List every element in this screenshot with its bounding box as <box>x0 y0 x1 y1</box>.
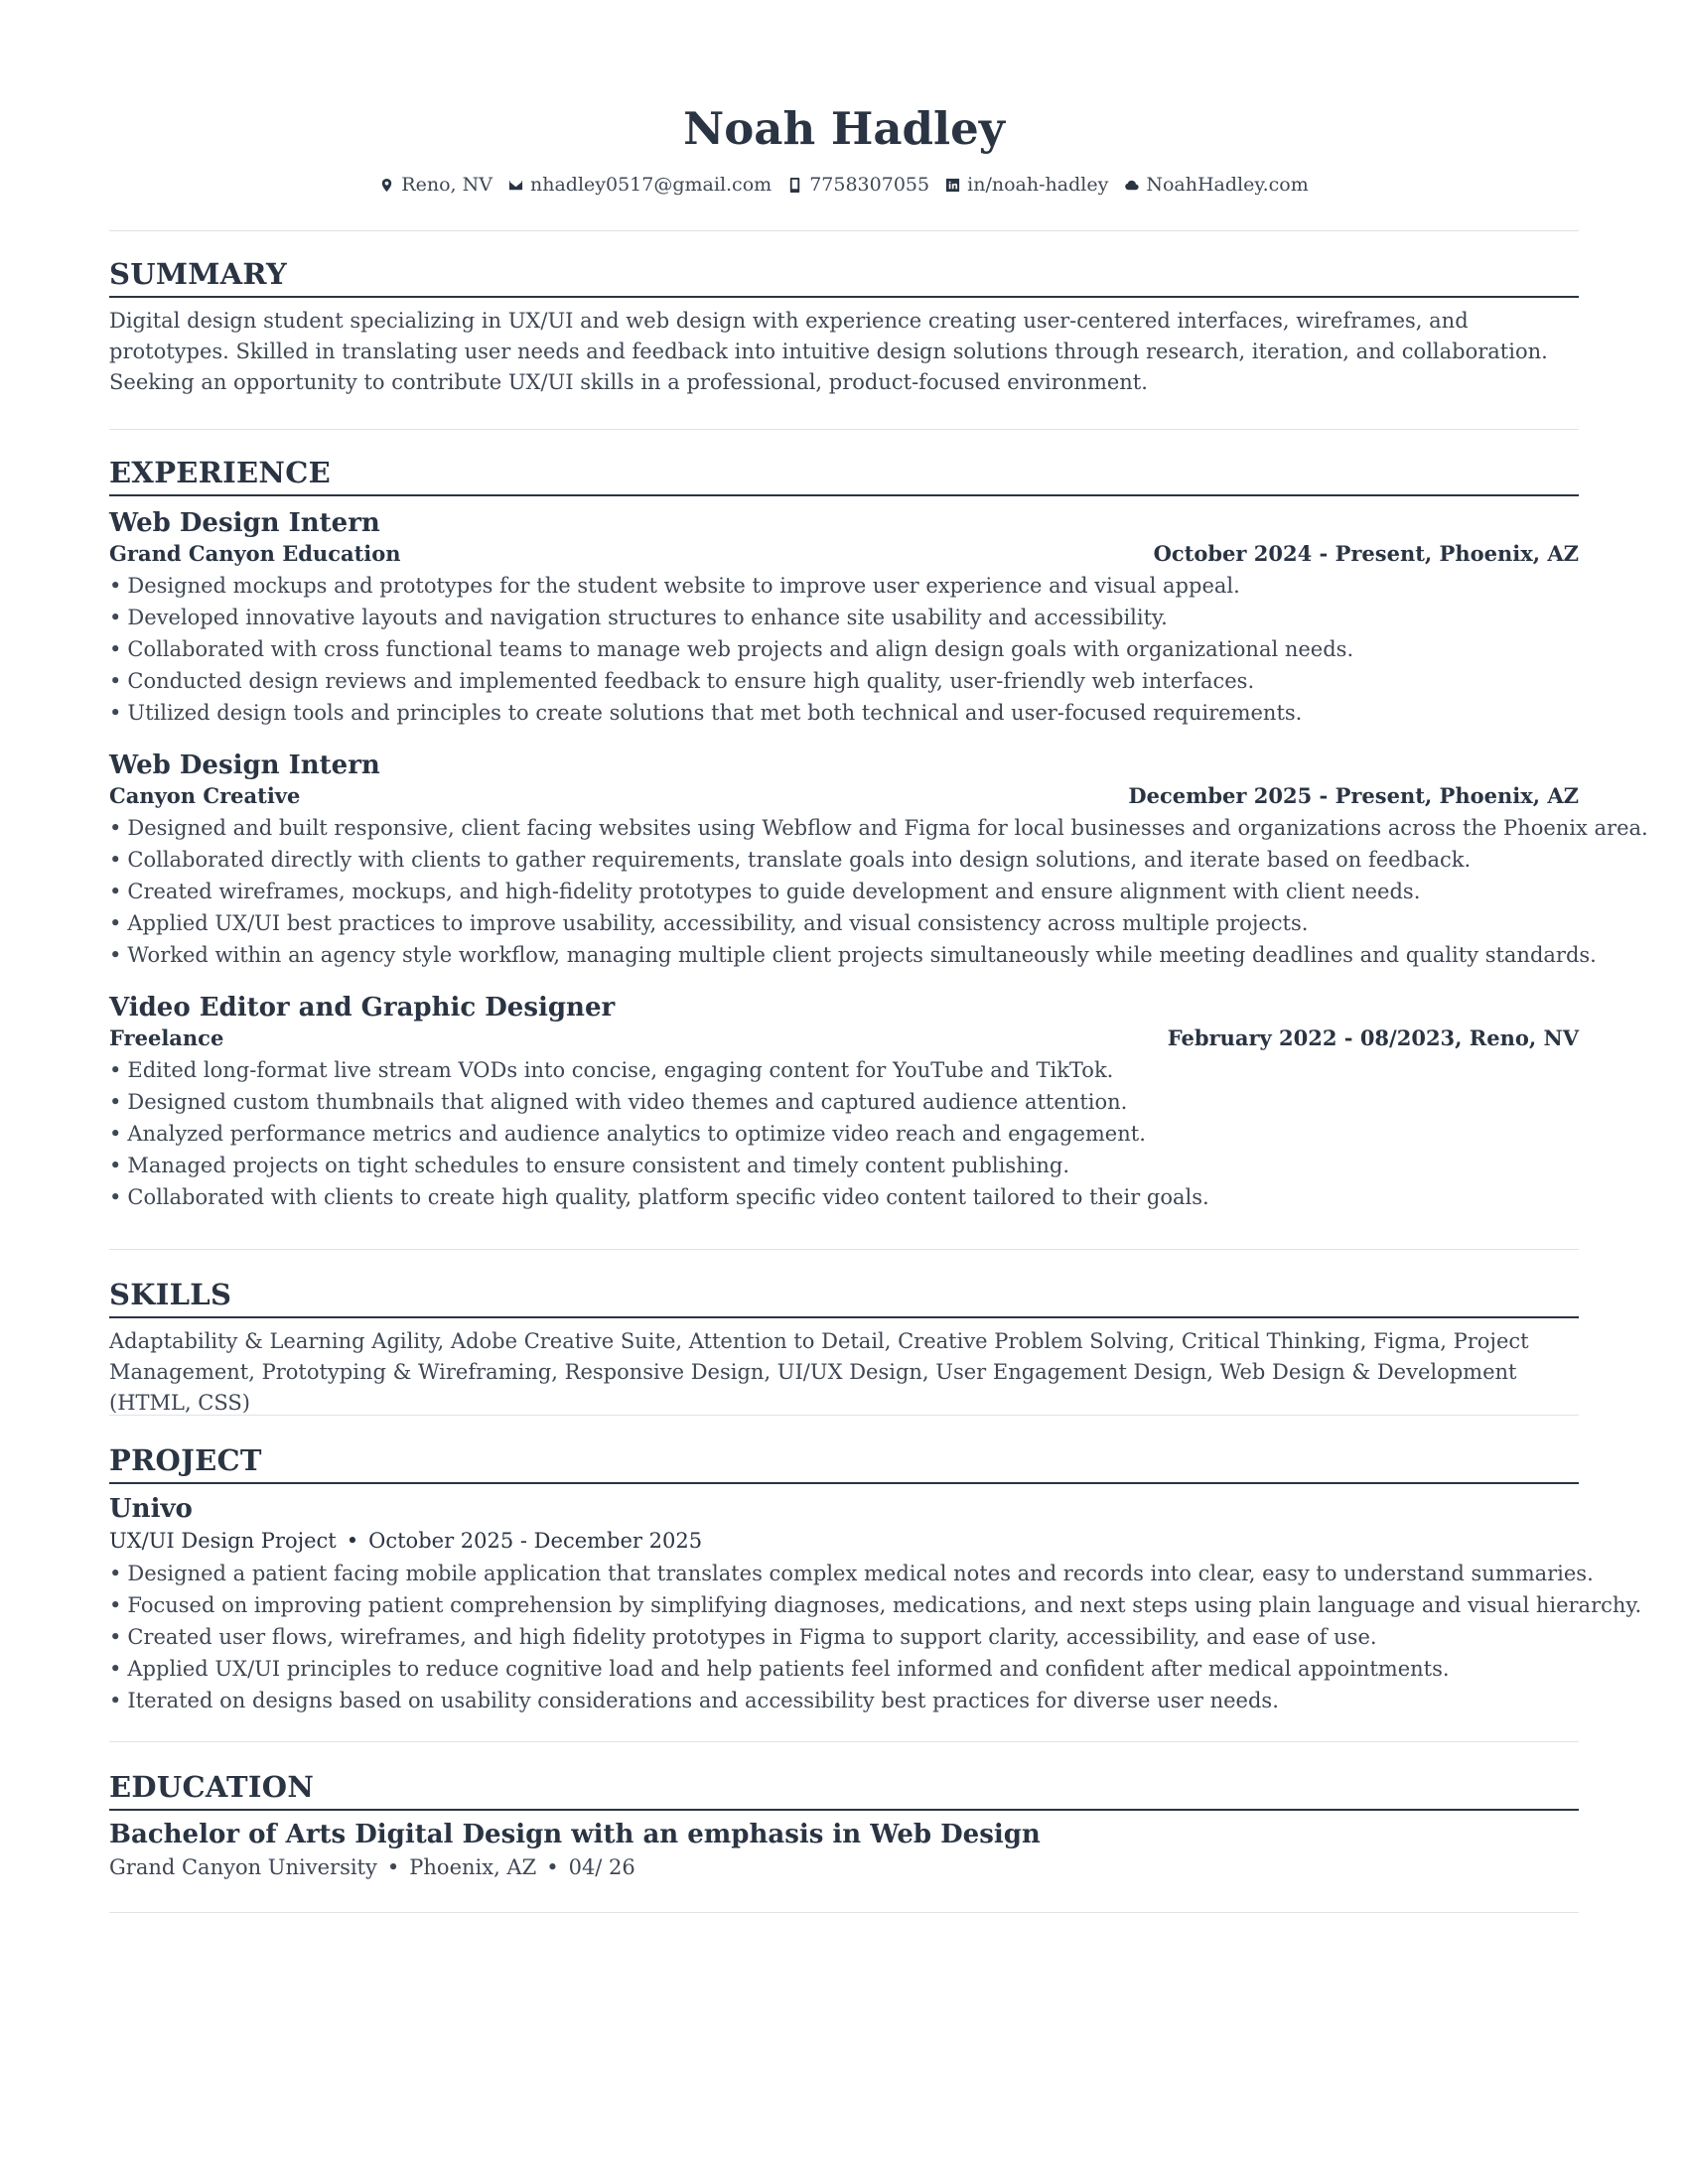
school-location: Phoenix, AZ <box>409 1855 537 1879</box>
bullet-item: • Managed projects on tight schedules to ensure consistent and timely content publishing. <box>109 1150 1579 1181</box>
bullet-item: • Designed and built responsive, client facing websites using Webflow and Figma for local businesses and organizations across the Phoenix area. <box>109 812 1579 844</box>
bullet-item: • Designed a patient facing mobile application that translates complex medical notes and records into clear, easy to understand summaries. <box>109 1558 1579 1589</box>
divider <box>109 1912 1579 1913</box>
job-bullets <box>109 1054 1579 1213</box>
job-entry <box>109 991 1579 1213</box>
job-company: Freelance <box>109 1025 224 1050</box>
bullet-item: • Focused on improving patient comprehension by simplifying diagnoses, medications, and next steps using plain language and visual hierarchy. <box>109 1589 1579 1621</box>
website-text[interactable]: NoahHadley.com <box>1146 174 1309 196</box>
phone-icon <box>787 178 802 193</box>
divider <box>109 1415 1579 1416</box>
school-name: Grand Canyon University <box>109 1855 377 1879</box>
contact-phone[interactable] <box>787 171 929 199</box>
email-text[interactable]: nhadley0517@gmail.com <box>529 174 773 196</box>
education-section <box>109 1767 1579 1882</box>
job-title: Web Design Intern <box>109 508 380 538</box>
job-bullets <box>109 812 1648 971</box>
bullet-item: • Designed mockups and prototypes for the student website to improve user experience and visual appeal. <box>109 570 1579 602</box>
contact-linkedin[interactable] <box>945 171 1108 199</box>
job-subheader <box>109 540 1579 568</box>
job-entry <box>109 506 1579 729</box>
resume-header <box>0 99 1688 201</box>
experience-section <box>109 453 1648 1213</box>
job-company: Grand Canyon Education <box>109 541 401 566</box>
divider <box>109 1249 1579 1250</box>
job-title: Video Editor and Graphic Designer <box>109 993 616 1023</box>
separator-dot: • <box>546 1855 559 1879</box>
experience-heading: EXPERIENCE <box>109 453 1579 496</box>
job-dates-location: February 2022 - 08/2023, Reno, NV <box>1167 1025 1579 1050</box>
education-heading: EDUCATION <box>109 1767 1579 1811</box>
bullet-item: • Analyzed performance metrics and audience analytics to optimize video reach and engagement. <box>109 1118 1579 1150</box>
linkedin-text[interactable]: in/noah-hadley <box>967 174 1109 196</box>
divider <box>109 429 1579 430</box>
job-entry <box>109 749 1648 971</box>
job-dates-location: October 2024 - Present, Phoenix, AZ <box>1153 541 1579 566</box>
bullet-item: • Created user flows, wireframes, and high fidelity prototypes in Figma to support clarity, accessibility, and ease of use. <box>109 1621 1579 1653</box>
job-subheader <box>109 1024 1579 1052</box>
bullet-item: • Applied UX/UI principles to reduce cognitive load and help patients feel informed and confident after medical appointments. <box>109 1653 1579 1685</box>
envelope-icon <box>508 178 523 193</box>
bullet-item: • Iterated on designs based on usability considerations and accessibility best practices for diverse user needs. <box>109 1685 1579 1716</box>
bullet-item: • Collaborated with cross functional teams to manage web projects and align design goals with organizational needs. <box>109 633 1579 665</box>
bullet-item: • Worked within an agency style workflow, managing multiple client projects simultaneously while meeting deadlines and quality standards. <box>109 939 1579 971</box>
bullet-item: • Conducted design reviews and implemented feedback to ensure high quality, user-friendly web interfaces. <box>109 665 1579 697</box>
summary-heading: SUMMARY <box>109 254 1579 298</box>
bullet-item: • Collaborated directly with clients to gather requirements, translate goals into design solutions, and iterate based on feedback. <box>109 844 1579 876</box>
job-company: Canyon Creative <box>109 783 301 808</box>
contact-email[interactable] <box>508 171 772 199</box>
project-heading: PROJECT <box>109 1440 1579 1484</box>
summary-text: Digital design student specializing in UX/UI and web design with experience creating user-centered interfaces, wireframes, and prototypes. Skilled in translating user needs and feedback into intuitive design solutions through research, iteration, and collaboration. Seeking an opportunity to contribute UX/UI skills in a professional, product-focused environment. <box>109 309 1548 394</box>
bullet-item: • Utilized design tools and principles to create solutions that met both technical and user-focused requirements. <box>109 697 1579 729</box>
divider <box>109 230 1579 231</box>
education-meta <box>109 1852 1579 1882</box>
bullet-item: • Edited long-format live stream VODs into concise, engaging content for YouTube and TikTok. <box>109 1054 1579 1086</box>
skills-section <box>109 1275 1579 1419</box>
job-bullets <box>109 570 1579 729</box>
job-title: Web Design Intern <box>109 751 380 780</box>
summary-section <box>109 254 1579 398</box>
skills-heading: SKILLS <box>109 1275 1579 1318</box>
job-subheader <box>109 782 1579 810</box>
project-meta <box>109 1526 1579 1556</box>
cloud-icon <box>1124 178 1139 193</box>
bullet-item: • Created wireframes, mockups, and high-fidelity prototypes to guide development and ensure alignment with client needs. <box>109 876 1579 907</box>
skills-text: Adaptability & Learning Agility, Adobe Creative Suite, Attention to Detail, Creative Problem Solving, Critical Thinking, Figma, Project Management, Prototyping & Wireframing, Responsive Design, UI/UX Design, User Engagement Design, Web Design & Development (HTML, CSS) <box>109 1329 1529 1415</box>
degree-title: Bachelor of Arts Digital Design with an emphasis in Web Design <box>109 1820 1041 1849</box>
graduation-date: 04/ 26 <box>568 1855 635 1879</box>
separator-dot: • <box>346 1529 359 1553</box>
project-name: Univo <box>109 1494 193 1524</box>
job-dates-location: December 2025 - Present, Phoenix, AZ <box>1128 783 1579 808</box>
separator-dot: • <box>386 1855 400 1879</box>
contact-line <box>0 171 1688 201</box>
contact-website[interactable] <box>1124 171 1308 199</box>
project-dates: October 2025 - December 2025 <box>368 1529 703 1553</box>
project-section <box>109 1440 1642 1716</box>
bullet-item: • Developed innovative layouts and navigation structures to enhance site usability and accessibility. <box>109 602 1579 633</box>
contact-location <box>379 171 492 199</box>
candidate-name: Noah Hadley <box>683 102 1005 155</box>
linkedin-icon <box>945 178 960 193</box>
bullet-item: • Collaborated with clients to create high quality, platform specific video content tailored to their goals. <box>109 1181 1579 1213</box>
bullet-item: • Designed custom thumbnails that aligned with video themes and captured audience attention. <box>109 1086 1579 1118</box>
location-pin-icon <box>379 178 394 193</box>
phone-text[interactable]: 7758307055 <box>809 174 930 196</box>
bullet-item: • Applied UX/UI best practices to improve usability, accessibility, and visual consistency across multiple projects. <box>109 907 1579 939</box>
location-text: Reno, NV <box>401 174 492 196</box>
divider <box>109 1741 1579 1742</box>
project-type: UX/UI Design Project <box>109 1529 337 1553</box>
project-bullets <box>109 1558 1642 1716</box>
